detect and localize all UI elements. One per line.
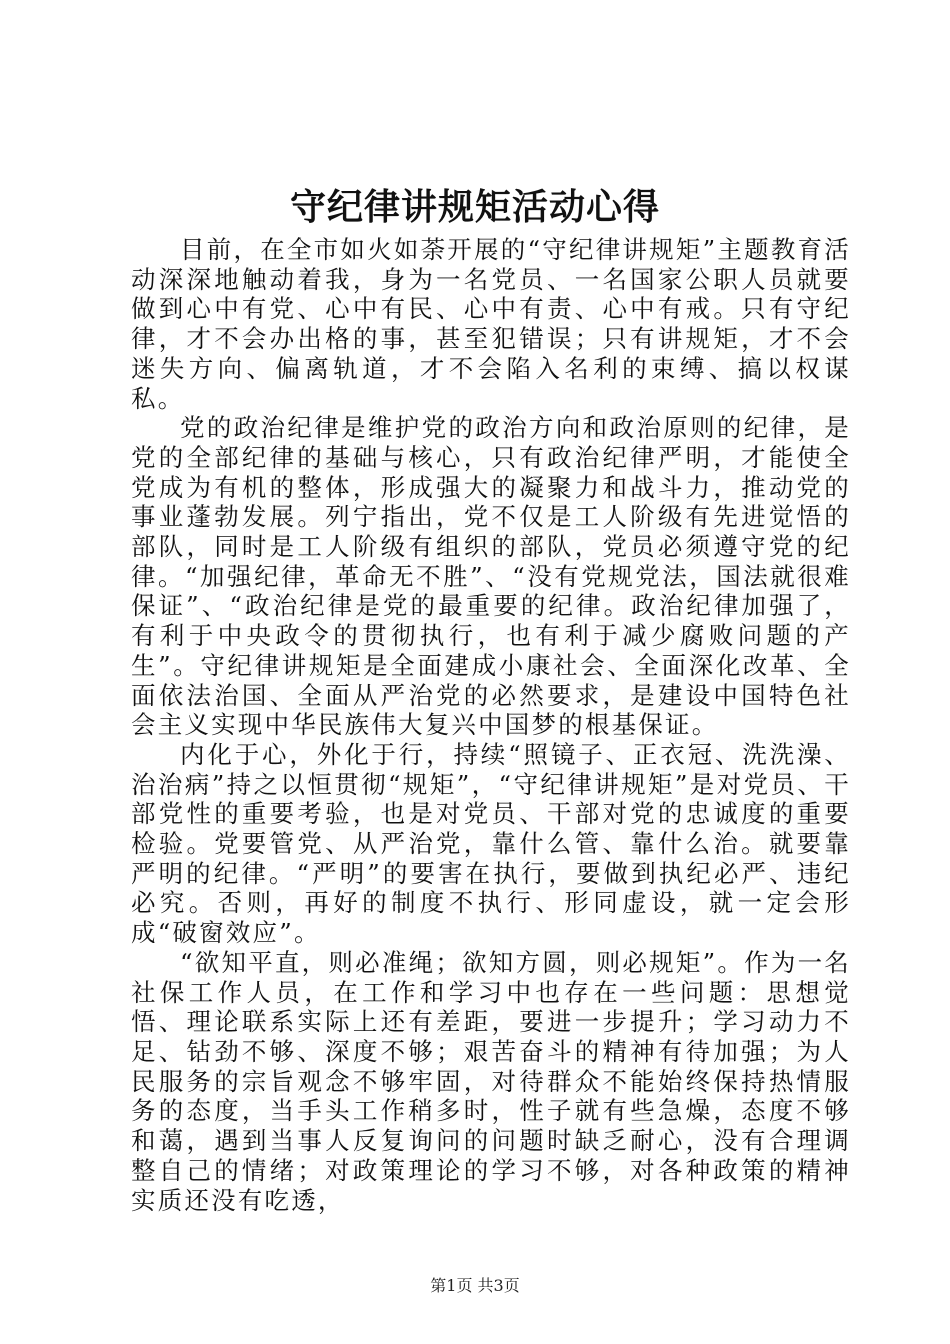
paragraph-1: 目前，在全市如火如荼开展的“守纪律讲规矩”主题教育活动深深地触动着我，身为一名党员、一名国家公职人员就要做到心中有党、心中有民、心中有责、心中有戒。只有守纪律，才不会办出格的事，甚至犯错误；只有讲规矩，才不会迷失方向、偏离轨道，才不会陷入名利的束缚、搞以权谋私。 [131,235,851,413]
document-body [131,235,851,1215]
paragraph-4: “欲知平直，则必准绳；欲知方圆，则必规矩”。作为一名社保工作人员，在工作和学习中也存在一些问题：思想觉悟、理论联系实际上还有差距，要进一步提升；学习动力不足、钻劲不够、深度不够；艰苦奋斗的精神有待加强；为人民服务的宗旨观念不够牢固，对待群众不能始终保持热情服务的态度，当手头工作稍多时，性子就有些急燥，态度不够和蔼，遇到当事人反复询问的问题时缺乏耐心，没有合理调整自己的情绪；对政策理论的学习不够，对各种政策的精神实质还没有吃透， [131,947,851,1215]
page-number-footer: 第1页 共3页 [430,1276,520,1295]
paragraph-3: 内化于心，外化于行，持续“照镜子、正衣冠、洗洗澡、治治病”持之以恒贯彻“规矩”，“守纪律讲规矩”是对党员、干部党性的重要考验，也是对党员、干部对党的忠诚度的重要检验。党要管党、从严治党，靠什么管、靠什么治。就要靠严明的纪律。“严明”的要害在执行，要做到执纪必严、违纪必究。否则，再好的制度不执行、形同虚设，就一定会形成“破窗效应”。 [131,739,851,948]
paragraph-2: 党的政治纪律是维护党的政治方向和政治原则的纪律，是党的全部纪律的基础与核心，只有政治纪律严明，才能使全党成为有机的整体，形成强大的凝聚力和战斗力，推动党的事业蓬勃发展。列宁指出，党不仅是工人阶级有先进觉悟的部队，同时是工人阶级有组织的部队，党员必须遵守党的纪律。“加强纪律，革命无不胜”、“没有党规党法，国法就很难保证”、“政治纪律是党的最重要的纪律。政治纪律加强了，有利于中央政令的贯彻执行，也有利于减少腐败问题的产生”。守纪律讲规矩是全面建成小康社会、全面深化改革、全面依法治国、全面从严治党的必然要求，是建设中国特色社会主义实现中华民族伟大复兴中国梦的根基保证。 [131,413,851,740]
document-title: 守纪律讲规矩活动心得 [289,186,660,228]
